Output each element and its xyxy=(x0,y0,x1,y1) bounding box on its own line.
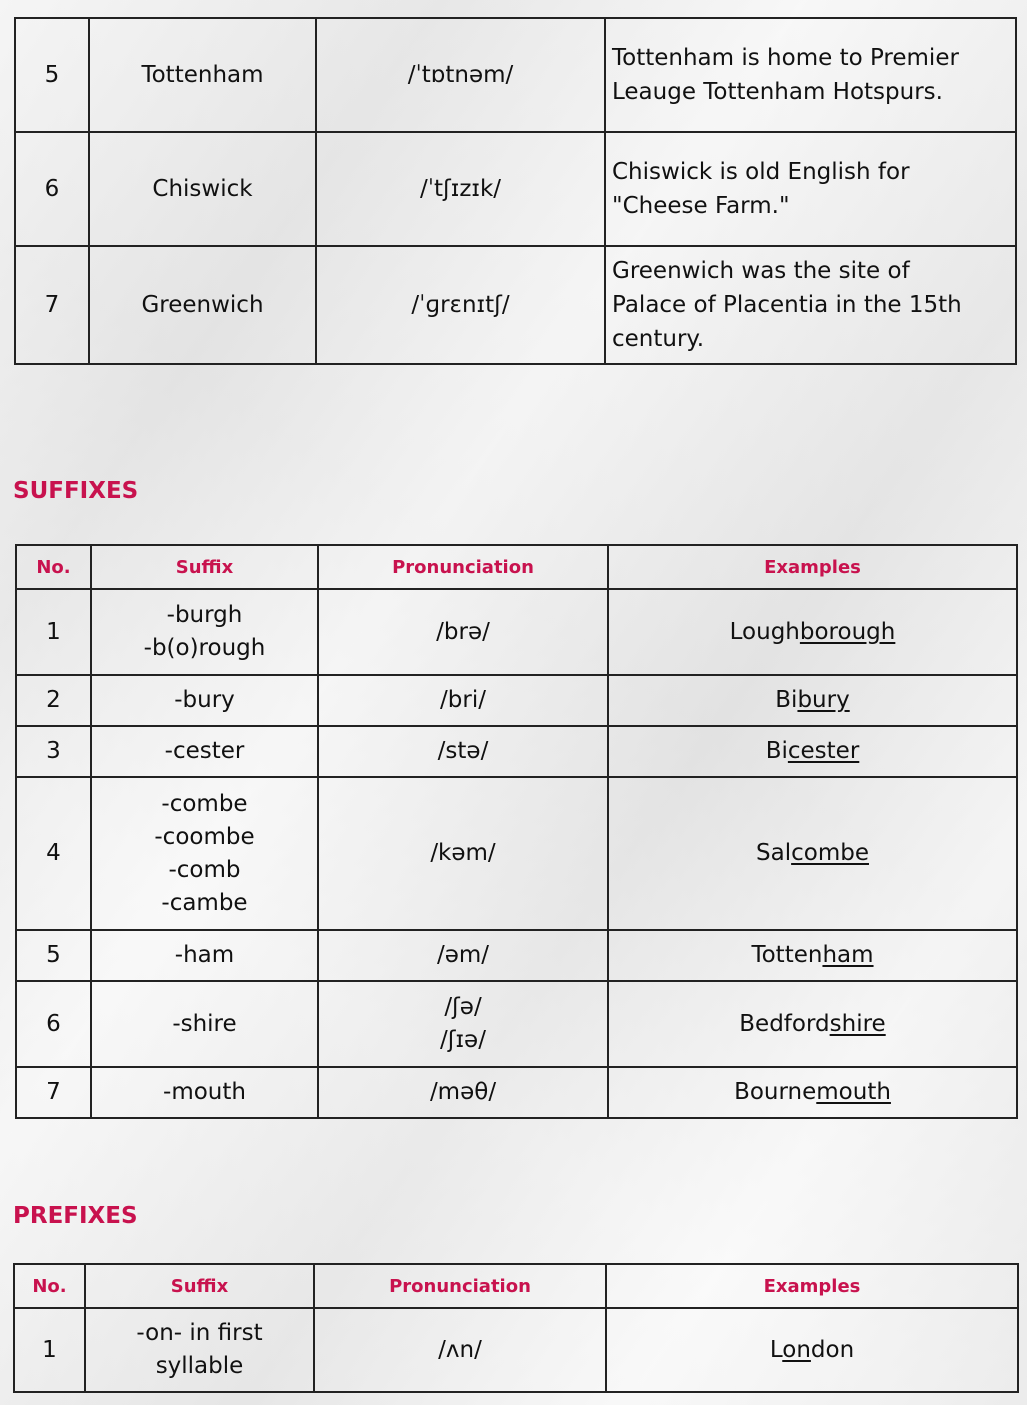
pronunciation-cell: /stə/ xyxy=(318,726,608,777)
example-cell: Bicester xyxy=(608,726,1017,777)
header-no: No. xyxy=(14,1264,85,1308)
header-no: No. xyxy=(16,545,91,589)
pronunciation-cell: /ʌn/ xyxy=(314,1308,606,1392)
example-cell: Tottenham xyxy=(608,930,1017,981)
example-cell: Loughborough xyxy=(608,589,1017,675)
suffixes-heading: SUFFIXES xyxy=(13,478,139,504)
row-number: 3 xyxy=(16,726,91,777)
table-row xyxy=(16,675,1017,726)
table-row xyxy=(16,930,1017,981)
row-number: 7 xyxy=(15,246,89,364)
place-name: Greenwich xyxy=(89,246,316,364)
row-number: 2 xyxy=(16,675,91,726)
place-name: Tottenham xyxy=(89,18,316,132)
prefixes-table xyxy=(13,1263,1019,1393)
header-pronunciation: Pronunciation xyxy=(318,545,608,589)
suffix-cell: -cester xyxy=(91,726,318,777)
table-row xyxy=(16,981,1017,1067)
header-examples: Examples xyxy=(608,545,1017,589)
row-number: 5 xyxy=(16,930,91,981)
row-number: 6 xyxy=(15,132,89,246)
table-header-row xyxy=(14,1264,1018,1308)
place-pronunciation: /ˈtʃɪzɪk/ xyxy=(316,132,605,246)
table-row xyxy=(16,589,1017,675)
table-header-row xyxy=(16,545,1017,589)
row-number: 5 xyxy=(15,18,89,132)
pronunciation-cell: /məθ/ xyxy=(318,1067,608,1118)
suffix-cell: -burgh -b(o)rough xyxy=(91,589,318,675)
place-fact: Chiswick is old English for "Cheese Farm." xyxy=(605,132,1016,246)
header-examples: Examples xyxy=(606,1264,1018,1308)
pronunciation-cell: /əm/ xyxy=(318,930,608,981)
header-pronunciation: Pronunciation xyxy=(314,1264,606,1308)
table-row xyxy=(16,726,1017,777)
table-row xyxy=(16,1067,1017,1118)
place-fact: Tottenham is home to Premier Leauge Tottenham Hotspurs. xyxy=(605,18,1016,132)
example-cell: London xyxy=(606,1308,1018,1392)
example-cell: Bedfordshire xyxy=(608,981,1017,1067)
place-pronunciation: /ˈɡrɛnɪtʃ/ xyxy=(316,246,605,364)
suffix-cell: -bury xyxy=(91,675,318,726)
suffix-cell: -shire xyxy=(91,981,318,1067)
example-cell: Salcombe xyxy=(608,777,1017,930)
table-row xyxy=(14,1308,1018,1392)
place-pronunciation: /ˈtɒtnəm/ xyxy=(316,18,605,132)
place-name: Chiswick xyxy=(89,132,316,246)
places-table xyxy=(14,17,1017,365)
row-number: 6 xyxy=(16,981,91,1067)
pronunciation-cell: /kəm/ xyxy=(318,777,608,930)
row-number: 1 xyxy=(14,1308,85,1392)
prefixes-heading: PREFIXES xyxy=(13,1203,138,1229)
table-row xyxy=(16,777,1017,930)
pronunciation-cell: /ʃə/ /ʃɪə/ xyxy=(318,981,608,1067)
example-cell: Bournemouth xyxy=(608,1067,1017,1118)
suffix-cell: -combe -coombe -comb -cambe xyxy=(91,777,318,930)
pronunciation-cell: /bri/ xyxy=(318,675,608,726)
place-fact: Greenwich was the site of Palace of Placentia in the 15th century. xyxy=(605,246,1016,364)
suffix-cell: -mouth xyxy=(91,1067,318,1118)
row-number: 7 xyxy=(16,1067,91,1118)
row-number: 4 xyxy=(16,777,91,930)
row-number: 1 xyxy=(16,589,91,675)
table-row xyxy=(15,246,1016,364)
suffixes-table xyxy=(15,544,1018,1119)
suffix-cell: -on- in first syllable xyxy=(85,1308,314,1392)
header-suffix: Suffix xyxy=(85,1264,314,1308)
table-row xyxy=(15,132,1016,246)
suffix-cell: -ham xyxy=(91,930,318,981)
example-cell: Bibury xyxy=(608,675,1017,726)
pronunciation-cell: /brə/ xyxy=(318,589,608,675)
table-row xyxy=(15,18,1016,132)
header-suffix: Suffix xyxy=(91,545,318,589)
